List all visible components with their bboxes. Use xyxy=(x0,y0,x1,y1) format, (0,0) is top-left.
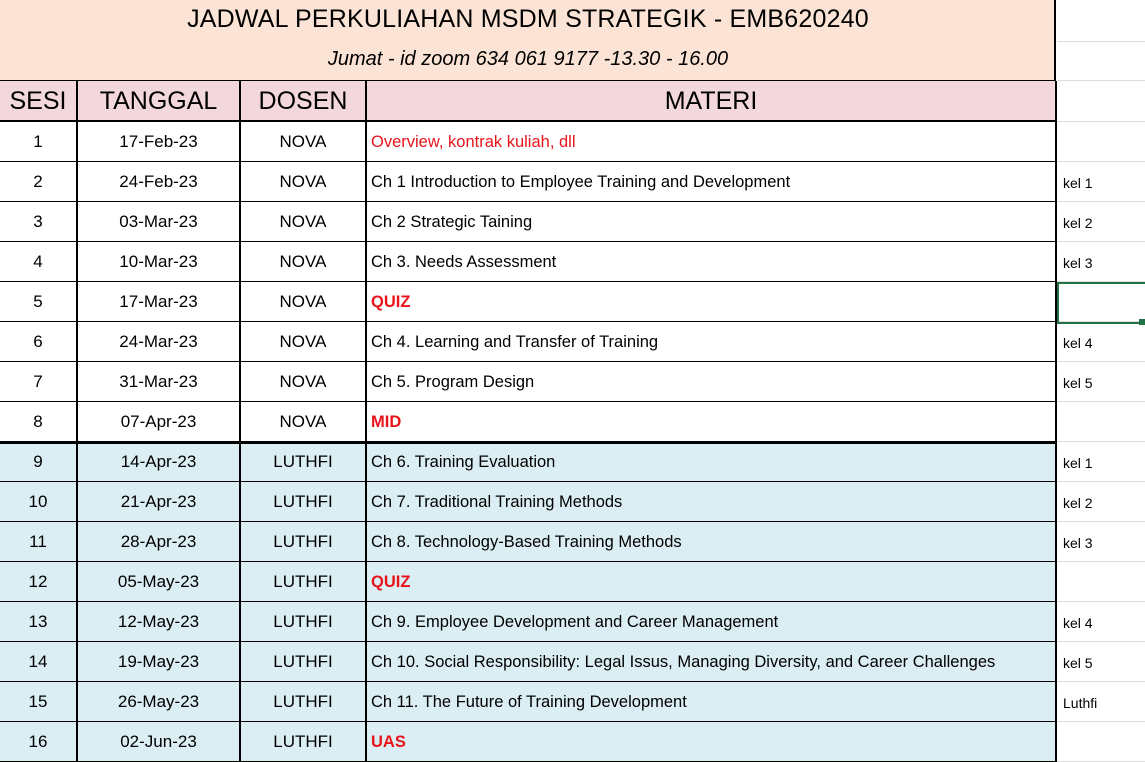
sesi-cell[interactable]: 16 xyxy=(0,722,78,762)
dosen-cell[interactable]: LUTHFI xyxy=(241,602,367,642)
tanggal-cell[interactable]: 26-May-23 xyxy=(78,682,241,722)
tanggal-cell[interactable]: 05-May-23 xyxy=(78,562,241,602)
dosen-cell[interactable]: LUTHFI xyxy=(241,562,367,602)
materi-cell[interactable]: Ch 11. The Future of Training Development xyxy=(367,682,1057,722)
sesi-cell[interactable]: 12 xyxy=(0,562,78,602)
dosen-cell[interactable]: NOVA xyxy=(241,242,367,282)
sesi-cell[interactable]: 8 xyxy=(0,402,78,442)
dosen-cell[interactable]: LUTHFI xyxy=(241,722,367,762)
sesi-cell[interactable]: 14 xyxy=(0,642,78,682)
tanggal-cell[interactable]: 31-Mar-23 xyxy=(78,362,241,402)
header-sesi[interactable]: SESI xyxy=(0,81,78,122)
sesi-cell[interactable]: 7 xyxy=(0,362,78,402)
table-row xyxy=(0,122,1145,162)
materi-cell[interactable]: QUIZ xyxy=(367,282,1057,322)
dosen-cell[interactable]: LUTHFI xyxy=(241,522,367,562)
table-row xyxy=(0,362,1145,402)
note-cell[interactable]: kel 3 xyxy=(1057,522,1145,562)
header-tanggal[interactable]: TANGGAL xyxy=(78,81,241,122)
table-row xyxy=(0,722,1145,762)
note-cell[interactable]: kel 1 xyxy=(1057,162,1145,202)
selected-cell[interactable] xyxy=(1057,282,1145,324)
dosen-cell[interactable]: LUTHFI xyxy=(241,642,367,682)
tanggal-cell[interactable]: 03-Mar-23 xyxy=(78,202,241,242)
table-row xyxy=(0,602,1145,642)
header-materi[interactable]: MATERI xyxy=(367,81,1057,122)
dosen-cell[interactable]: NOVA xyxy=(241,322,367,362)
section-divider xyxy=(0,441,1057,444)
dosen-cell[interactable]: NOVA xyxy=(241,282,367,322)
materi-cell[interactable]: Ch 7. Traditional Training Methods xyxy=(367,482,1057,522)
note-cell[interactable]: kel 1 xyxy=(1057,442,1145,482)
materi-cell[interactable]: MID xyxy=(367,402,1057,442)
dosen-cell[interactable]: LUTHFI xyxy=(241,442,367,482)
header-dosen[interactable]: DOSEN xyxy=(241,81,367,122)
sesi-cell[interactable]: 13 xyxy=(0,602,78,642)
sesi-cell[interactable]: 2 xyxy=(0,162,78,202)
note-cell[interactable] xyxy=(1057,722,1145,762)
sesi-cell[interactable]: 6 xyxy=(0,322,78,362)
fill-handle[interactable] xyxy=(1139,319,1145,325)
sesi-cell[interactable]: 11 xyxy=(0,522,78,562)
note-cell[interactable]: kel 5 xyxy=(1057,362,1145,402)
sesi-cell[interactable]: 9 xyxy=(0,442,78,482)
tanggal-cell[interactable]: 24-Mar-23 xyxy=(78,322,241,362)
tanggal-cell[interactable]: 17-Mar-23 xyxy=(78,282,241,322)
note-cell[interactable]: kel 5 xyxy=(1057,642,1145,682)
note-cell[interactable] xyxy=(1057,402,1145,442)
empty-cell[interactable] xyxy=(1057,81,1145,122)
sesi-cell[interactable]: 3 xyxy=(0,202,78,242)
schedule-subtitle[interactable]: Jumat - id zoom 634 061 9177 -13.30 - 16.00 xyxy=(327,48,729,70)
empty-cell[interactable] xyxy=(1057,42,1145,81)
dosen-cell[interactable]: NOVA xyxy=(241,122,367,162)
title-block xyxy=(0,0,1056,81)
table-row xyxy=(0,562,1145,602)
table-row xyxy=(0,282,1145,322)
table-row xyxy=(0,402,1145,442)
dosen-cell[interactable]: NOVA xyxy=(241,162,367,202)
table-row xyxy=(0,482,1145,522)
materi-cell[interactable]: Ch 2 Strategic Taining xyxy=(367,202,1057,242)
dosen-cell[interactable]: NOVA xyxy=(241,362,367,402)
schedule-title[interactable]: JADWAL PERKULIAHAN MSDM STRATEGIK - EMB620240 xyxy=(187,5,869,33)
materi-cell[interactable]: Ch 8. Technology-Based Training Methods xyxy=(367,522,1057,562)
dosen-cell[interactable]: NOVA xyxy=(241,402,367,442)
tanggal-cell[interactable]: 19-May-23 xyxy=(78,642,241,682)
table-row xyxy=(0,442,1145,482)
table-row xyxy=(0,322,1145,362)
note-cell[interactable] xyxy=(1057,122,1145,162)
note-cell[interactable] xyxy=(1057,562,1145,602)
sesi-cell[interactable]: 5 xyxy=(0,282,78,322)
note-cell[interactable]: kel 2 xyxy=(1057,202,1145,242)
dosen-cell[interactable]: NOVA xyxy=(241,202,367,242)
materi-cell[interactable]: Ch 6. Training Evaluation xyxy=(367,442,1057,482)
tanggal-cell[interactable]: 12-May-23 xyxy=(78,602,241,642)
sesi-cell[interactable]: 1 xyxy=(0,122,78,162)
tanggal-cell[interactable]: 28-Apr-23 xyxy=(78,522,241,562)
materi-cell[interactable]: Ch 9. Employee Development and Career Management xyxy=(367,602,1057,642)
tanggal-cell[interactable]: 07-Apr-23 xyxy=(78,402,241,442)
sesi-cell[interactable]: 10 xyxy=(0,482,78,522)
table-row xyxy=(0,202,1145,242)
dosen-cell[interactable]: LUTHFI xyxy=(241,482,367,522)
materi-cell[interactable]: UAS xyxy=(367,722,1057,762)
note-cell[interactable]: kel 2 xyxy=(1057,482,1145,522)
note-cell[interactable]: kel 3 xyxy=(1057,242,1145,282)
table-row xyxy=(0,162,1145,202)
note-cell[interactable]: Luthfi xyxy=(1057,682,1145,722)
tanggal-cell[interactable]: 02-Jun-23 xyxy=(78,722,241,762)
empty-cell[interactable] xyxy=(1057,0,1145,42)
materi-cell[interactable]: Ch 4. Learning and Transfer of Training xyxy=(367,322,1057,362)
materi-cell[interactable]: QUIZ xyxy=(367,562,1057,602)
table-row xyxy=(0,242,1145,282)
materi-cell[interactable]: Ch 1 Introduction to Employee Training and Development xyxy=(367,162,1057,202)
materi-cell[interactable]: Ch 10. Social Responsibility: Legal Issus, Managing Diversity, and Career Challenges xyxy=(367,642,1057,682)
materi-cell[interactable]: Overview, kontrak kuliah, dll xyxy=(367,122,1057,162)
materi-cell[interactable]: Ch 5. Program Design xyxy=(367,362,1057,402)
table-row xyxy=(0,522,1145,562)
tanggal-cell[interactable]: 21-Apr-23 xyxy=(78,482,241,522)
sesi-cell[interactable]: 15 xyxy=(0,682,78,722)
table-row xyxy=(0,682,1145,722)
tanggal-cell[interactable]: 24-Feb-23 xyxy=(78,162,241,202)
tanggal-cell[interactable]: 10-Mar-23 xyxy=(78,242,241,282)
tanggal-cell[interactable]: 17-Feb-23 xyxy=(78,122,241,162)
note-cell[interactable]: kel 4 xyxy=(1057,322,1145,362)
note-cell[interactable]: kel 4 xyxy=(1057,602,1145,642)
materi-cell[interactable]: Ch 3. Needs Assessment xyxy=(367,242,1057,282)
tanggal-cell[interactable]: 14-Apr-23 xyxy=(78,442,241,482)
sesi-cell[interactable]: 4 xyxy=(0,242,78,282)
table-row xyxy=(0,642,1145,682)
dosen-cell[interactable]: LUTHFI xyxy=(241,682,367,722)
